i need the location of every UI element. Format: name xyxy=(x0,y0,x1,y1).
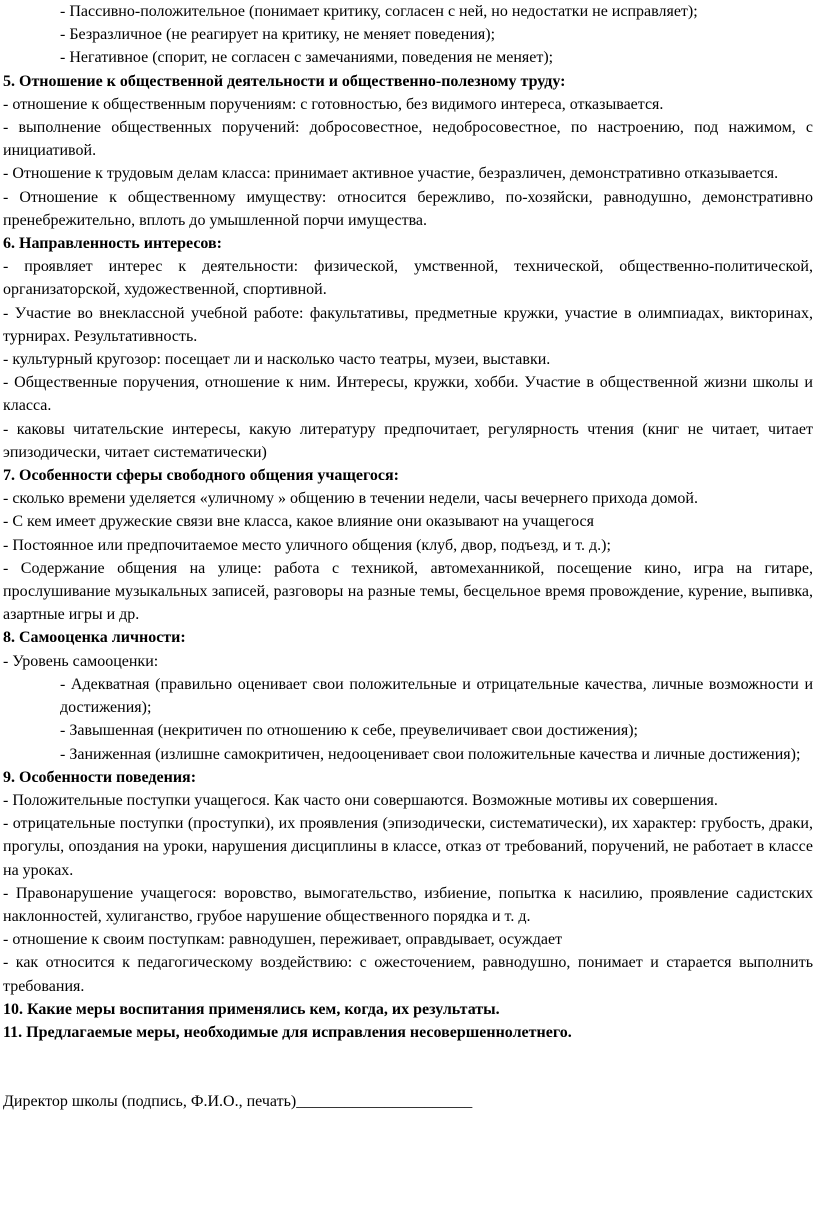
section-9-heading: 9. Особенности поведения: xyxy=(3,768,197,786)
section-8-item: - Адекватная (правильно оценивает свои положительные и отрицательные качества, личные возможности и достижения); xyxy=(60,675,813,717)
section-6-item: - проявляет интерес к деятельности: физической, умственной, технической, общественно-политической, организаторской, художественной, спортивной. xyxy=(3,258,813,299)
section-7-item: - сколько времени уделяется «уличному » общению в течении недели, часы вечернего прихода домой. xyxy=(3,490,698,508)
section-8-lead: - Уровень самооценки: xyxy=(3,652,159,670)
intro-item: - Пассивно-положительное (понимает критику, согласен с ней, но недостатки не исправляет); xyxy=(60,3,698,20)
section-9-item: - отрицательные поступки (проступки), их проявления (эпизодически, систематически), их характер: грубость, драки, прогулы, опоздания на уроки, нарушения дисциплины в классе, отказ от требований, поручений, не работает в классе на уроках. xyxy=(3,815,813,879)
section-7-item: - С кем имеет дружеские связи вне класса, какое влияние они оказывают на учащегося xyxy=(3,513,594,531)
section-5-item: - выполнение общественных поручений: добросовестное, недобросовестное, по настроению, под нажимом, с инициативой. xyxy=(3,119,813,160)
intro-item: - Негативное (спорит, не согласен с замечаниями, поведения не меняет); xyxy=(60,49,554,67)
section-6-item: - Участие во внеклассной учебной работе: факультативы, предметные кружки, участие в олимпиадах, викторинах, турнирах. Результативность. xyxy=(3,304,813,345)
section-6-item: - Общественные поручения, отношение к ним. Интересы, кружки, хобби. Участие в общественной жизни школы и класса. xyxy=(3,374,813,415)
section-9-item: - отношение к своим поступкам: равнодушен, переживает, оправдывает, осуждает xyxy=(3,931,563,949)
section-5-heading: 5. Отношение к общественной деятельности и общественно-полезному труду: xyxy=(3,72,566,90)
section-8-heading: 8. Самооценка личности: xyxy=(3,629,186,647)
section-11-heading: 11. Предлагаемые меры, необходимые для исправления несовершеннолетнего. xyxy=(3,1023,572,1041)
section-8-item: - Завышенная (некритичен по отношению к себе, преувеличивает свои достижения); xyxy=(60,722,638,740)
section-7-heading: 7. Особенности сферы свободного общения учащегося: xyxy=(3,467,399,485)
section-9-item: - Правонарушение учащегося: воровство, вымогательство, избиение, попытка к насилию, проявление садистских наклонностей, хулиганство, грубое нарушение общественного порядка и т. д. xyxy=(3,884,813,925)
section-5-item: - Отношение к общественному имуществу: относится бережливо, по-хозяйски, равнодушно, демонстративно пренебрежительно, вплоть до умышленной порчи имущества. xyxy=(3,188,813,229)
section-6-item: - культурный кругозор: посещает ли и насколько часто театры, музеи, выставки. xyxy=(3,351,551,369)
blank-space xyxy=(3,1044,813,1090)
section-5-item: - Отношение к трудовым делам класса: принимает активное участие, безразличен, демонстративно отказывается. xyxy=(3,165,779,183)
signature-line: Директор школы (подпись, Ф.И.О., печать)______________________ xyxy=(3,1093,473,1111)
section-6-item: - каковы читательские интересы, какую литературу предпочитает, регулярность чтения (книг не читает, читает эпизодически, читает систематически) xyxy=(3,420,813,461)
section-7-item: - Содержание общения на улице: работа с техникой, автомеханникой, посещение кино, игра на гитаре, прослушивание музыкальных записей, разговоры на разные темы, бесцельное время провождение, курение, выпивка, азартные игры и др. xyxy=(3,559,813,624)
section-9-item: - Положительные поступки учащегося. Как часто они совершаются. Возможные мотивы их совершения. xyxy=(3,791,718,809)
section-6-heading: 6. Направленность интересов: xyxy=(3,235,222,253)
section-8-item: - Заниженная (излишне самокритичен, недооценивает свои положительные качества и личные достижения); xyxy=(60,745,801,763)
section-9-item: - как относится к педагогическому воздействию: с ожесточением, равнодушно, понимает и старается выполнить требования. xyxy=(3,954,813,995)
section-5-item: - отношение к общественным поручениям: с готовностью, без видимого интереса, отказывается. xyxy=(3,95,664,113)
section-7-item: - Постоянное или предпочитаемое место уличного общения (клуб, двор, подъезд, и т. д.); xyxy=(3,536,611,554)
section-10-heading: 10. Какие меры воспитания применялись кем, когда, их результаты. xyxy=(3,1000,500,1018)
intro-item: - Безразличное (не реагирует на критику, не меняет поведения); xyxy=(60,26,496,44)
